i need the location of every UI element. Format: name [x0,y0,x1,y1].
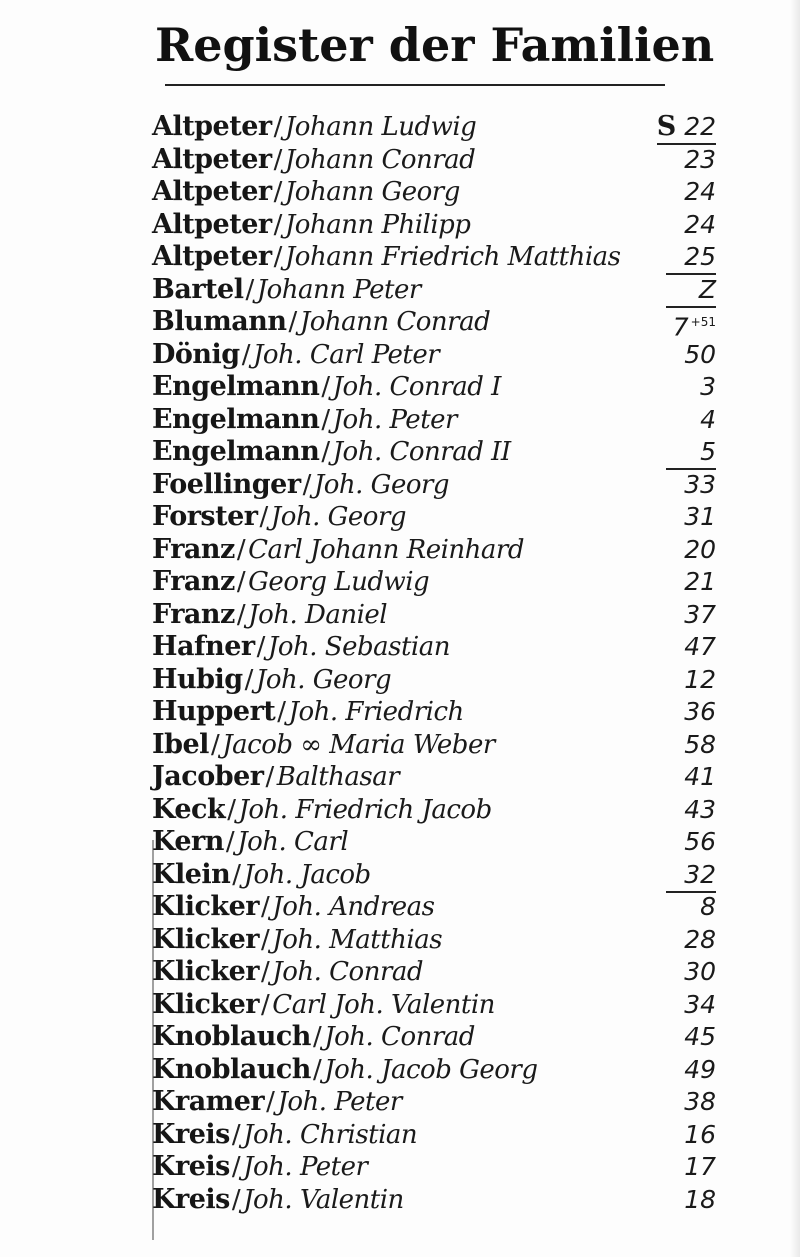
list-item: Altpeter/ Johann Philipp 24 [152,208,716,240]
surname: Altpeter [152,208,272,240]
surname: Altpeter [152,111,272,142]
given-names: Joh. Conrad II [332,437,511,467]
list-item: Keck/ Joh. Friedrich Jacob 43 [152,793,716,825]
surname: Jacober [152,761,264,792]
page-number: 25 [666,241,716,275]
page-extra-note: +51 [690,315,716,329]
title-underline [165,84,665,86]
surname: Hubig [152,663,243,695]
list-item: Kern/ Joh. Carl 56 [152,826,716,857]
list-item: Altpeter/ Johann Friedrich Matthias 25 [0,241,800,274]
page-number: 17 [684,1152,716,1181]
page-number: 50 [684,339,716,369]
page-number: 20 [684,534,716,564]
list-item: Ibel/ Jacob ∞ Maria Weber 58 [152,728,716,760]
given-names: Joh. Peter [277,1087,402,1117]
page-number: Z [666,274,716,308]
given-names: Joh. Friedrich Jacob [238,794,492,825]
given-names: Joh. Conrad [272,957,424,987]
list-item: Franz/ Georg Ludwig 21 [152,566,716,597]
surname: Blumann [152,306,287,337]
given-names: Joh. Carl [237,827,349,857]
given-names: Joh. Jacob Georg [324,1054,538,1085]
given-names: Joh. Matthias [272,924,443,955]
page-number: 12 [684,664,716,694]
list-item: Kreis/ Joh. Peter 17 [152,1151,716,1182]
given-names: Joh. Andreas [272,892,435,922]
surname: Foellinger [152,468,301,500]
family-register-list [0,111,800,1216]
page-number: 24 [684,209,716,239]
given-names: Joh. Jacob [243,859,371,890]
page-number: 58 [684,729,716,759]
list-item: Foellinger/ Joh. Georg 33 [152,468,716,500]
list-item: Hubig/ Joh. Georg 12 [152,663,716,695]
list-item: Knoblauch/ Joh. Conrad 45 [152,1021,716,1052]
page-number: 23 [684,144,716,174]
surname: Knoblauch [152,1053,311,1085]
list-item: Dönig/ Joh. Carl Peter 50 [152,338,716,370]
page-number: 38 [684,1087,716,1116]
page-number: S 22 [657,111,716,145]
given-names: Joh. Daniel [248,599,388,630]
surname: Kreis [152,1151,230,1182]
list-item: Kreis/ Joh. Valentin 18 [152,1183,716,1215]
page-title: Register der Familien [155,18,715,72]
surname: Klicker [152,956,260,987]
list-item: Franz/ Joh. Daniel 37 [152,598,716,630]
page-number: 34 [684,989,716,1019]
given-names: Johann Friedrich Matthias [284,242,621,272]
given-names: Joh. Sebastian [267,632,450,662]
page-number: 24 [684,177,716,206]
given-names: Joh. Valentin [243,1184,404,1215]
page-number: 37 [684,599,716,629]
list-item: Klicker/ Joh. Andreas 8 [152,891,716,922]
page-number: 31 [684,502,716,531]
list-item: Engelmann/ Joh. Peter 4 [152,403,716,435]
page-number: 47 [684,632,716,661]
list-item: Klicker/ Joh. Conrad 30 [152,956,716,987]
surname: Engelmann [152,371,320,402]
page-number: 45 [684,1022,716,1051]
given-names: Joh. Friedrich [288,697,464,727]
surname: Altpeter [152,176,272,207]
given-names: Johann Conrad [299,307,491,337]
surname: Dönig [152,338,240,370]
list-item: Altpeter/ Johann Georg 24 [152,176,716,207]
given-names: Carl Johann Reinhard [248,534,524,565]
surname: Klicker [152,891,260,922]
list-item: Knoblauch/ Joh. Jacob Georg 49 [152,1053,716,1085]
page-number: 8 [700,892,716,921]
page-number: 30 [684,957,716,986]
surname: Franz [152,566,235,597]
page-number: 32 [666,859,716,893]
surname: Engelmann [152,403,320,435]
given-names: Joh. Peter [332,404,457,435]
list-item: Kramer/ Joh. Peter 38 [152,1086,716,1117]
list-item: Forster/ Joh. Georg 31 [152,501,716,532]
given-names: Joh. Conrad I [332,372,501,402]
list-item: Engelmann/ Joh. Conrad II 5 [0,436,800,469]
list-item: Klicker/ Carl Joh. Valentin 34 [152,988,716,1020]
given-names: Joh. Conrad [324,1022,475,1052]
page-number: 41 [684,762,716,791]
surname: Altpeter [152,241,272,272]
given-names: Joh. Christian [243,1119,418,1150]
page-edge-shadow [790,0,800,1257]
given-names: Johann Georg [284,177,460,207]
page-number: 21 [684,567,716,596]
page-number: 4 [700,404,716,434]
surname: Engelmann [152,436,320,467]
surname: Kern [152,826,224,857]
page-number: 49 [684,1054,716,1084]
list-item: Klicker/ Joh. Matthias 28 [152,923,716,955]
surname: Ibel [152,728,209,760]
surname: Franz [152,533,235,565]
list-item: Hafner/ Joh. Sebastian 47 [152,631,716,662]
surname: Hafner [152,631,255,662]
list-item: Blumann/ Johann Conrad 7 $^{+51}$ [152,306,716,342]
given-names: Balthasar [276,762,400,792]
given-names: Jacob ∞ Maria Weber [222,729,495,760]
list-item: Franz/ Carl Johann Reinhard 20 [152,533,716,565]
surname: Klein [152,858,231,890]
page-number: 33 [684,469,716,499]
surname: Kreis [152,1118,230,1150]
surname: Franz [152,598,235,630]
given-names: Johann Ludwig [284,112,477,142]
page-number: 3 [700,372,716,401]
surname: Klicker [152,923,260,955]
page-number: 36 [684,697,716,726]
list-item: Altpeter/ Johann Conrad 23 [152,143,716,175]
given-names: Joh. Georg [313,469,450,500]
page-number: 18 [684,1184,716,1214]
given-names: Johann Philipp [284,209,471,240]
list-item: Engelmann/ Joh. Conrad I 3 [152,371,716,402]
list-item: Huppert/ Joh. Friedrich 36 [152,696,716,727]
surname: Bartel [152,273,244,305]
given-names: Georg Ludwig [248,567,430,597]
page-number: 16 [684,1119,716,1149]
surname: Knoblauch [152,1021,311,1052]
page-number: 43 [684,794,716,824]
list-item: Bartel/ Johann Peter Z [0,274,800,307]
given-names: Joh. Peter [243,1152,368,1182]
surname: Kreis [152,1183,230,1215]
given-names: Joh. Carl Peter [252,339,440,370]
surname: Kramer [152,1086,265,1117]
list-item: Klein/ Joh. Jacob 32 [0,859,800,892]
surname: Huppert [152,696,276,727]
page-number: 7 $^{+51}$ [672,312,716,342]
surname: Klicker [152,988,260,1020]
given-names: Joh. Georg [270,502,407,532]
page-number: 5 [666,436,716,470]
page-prefix: S [656,111,677,142]
list-item: Jacober/ Balthasar 41 [152,761,716,792]
given-names: Carl Joh. Valentin [272,989,495,1020]
given-names: Johann Peter [256,274,421,305]
surname: Forster [152,501,258,532]
page-number: 56 [684,827,716,856]
given-names: Joh. Georg [255,664,392,695]
page-number: 28 [684,924,716,954]
surname: Keck [152,793,226,825]
list-item: Altpeter/ Johann Ludwig S 22 [0,111,800,144]
given-names: Johann Conrad [284,144,476,175]
list-item: Kreis/ Joh. Christian 16 [152,1118,716,1150]
surname: Altpeter [152,143,272,175]
